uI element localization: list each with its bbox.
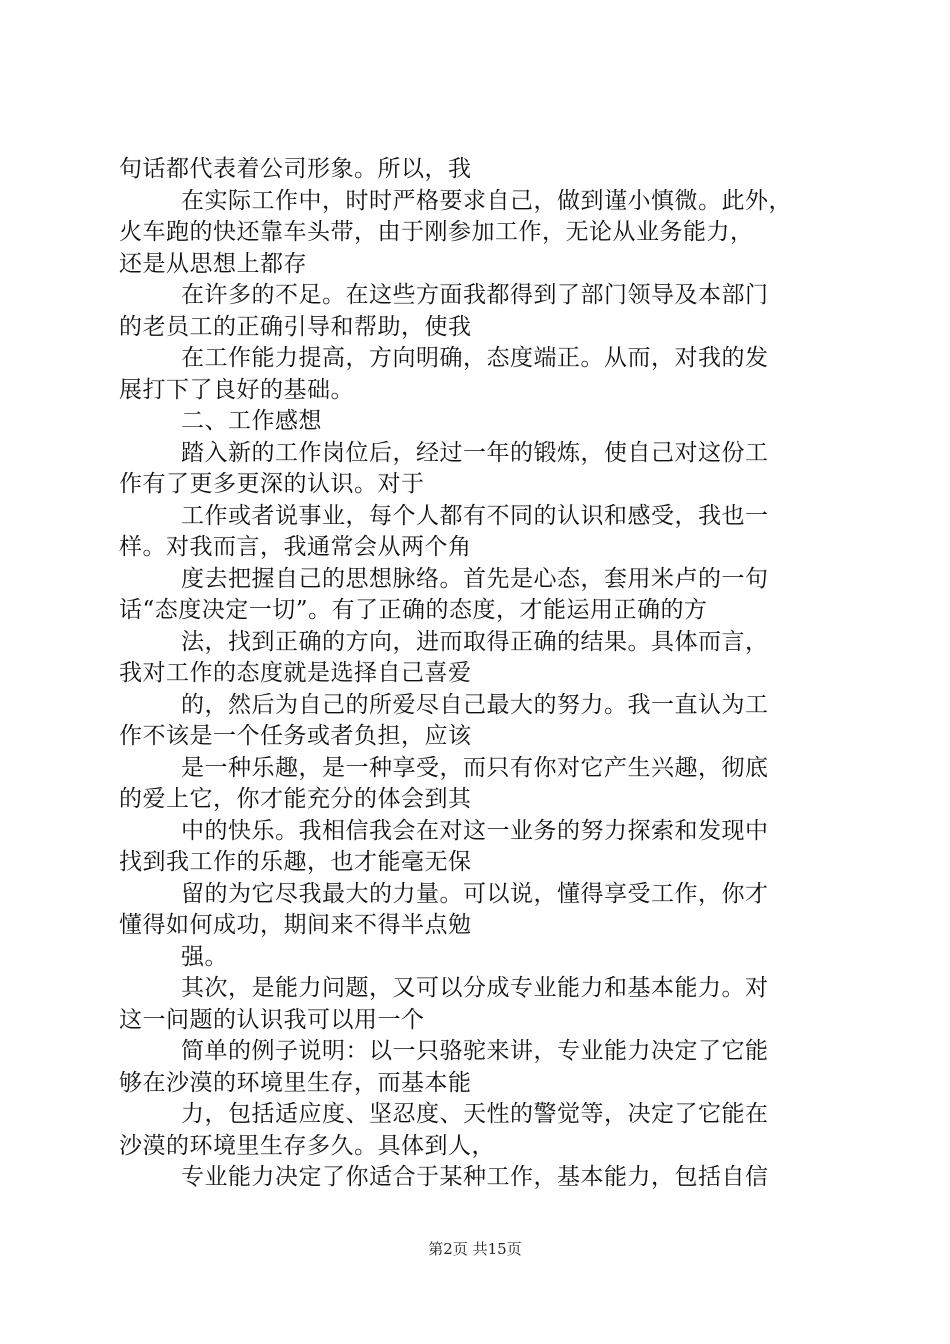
text-line: 留的为它尽我最大的力量。可以说，懂得享受工作，你才	[181, 880, 769, 907]
text-line: 句话都代表着公司形象。所以，我	[119, 156, 472, 182]
text-line: 火车跑的快还靠车头带，由于刚参加工作，无论从业务能力，	[119, 219, 754, 245]
text-line: 的，然后为自己的所爱尽自己最大的努力。我一直认为工	[181, 691, 769, 718]
text-line: 还是从思想上都存	[119, 250, 307, 277]
text-line: 作不该是一个任务或者负担，应该	[119, 723, 472, 749]
text-line: 这一问题的认识我可以用一个	[119, 1006, 425, 1033]
text-line: 工作或者说事业，每个人都有不同的认识和感受，我也一	[181, 502, 769, 529]
page-footer: 第2页 共15页	[428, 1240, 522, 1258]
text-line: 力，包括适应度、坚忍度、天性的警觉等，决定了它能在	[181, 1101, 769, 1127]
text-line: 二、工作感想	[181, 408, 322, 434]
document-body	[119, 154, 849, 1194]
text-line: 样。对我而言，我通常会从两个角	[119, 534, 472, 560]
text-line: 是一种乐趣，是一种享受，而只有你对它产生兴趣，彻底	[181, 754, 769, 781]
text-line: 在许多的不足。在这些方面我都得到了部门领导及本部门	[181, 282, 769, 308]
text-line: 作有了更多更深的认识。对于	[119, 471, 425, 497]
text-line: 展打下了良好的基础。	[119, 376, 354, 403]
text-line: 我对工作的态度就是选择自己喜爱	[119, 660, 472, 686]
text-line: 沙漠的环境里生存多久。具体到人，	[119, 1132, 495, 1159]
text-line: 在实际工作中，时时严格要求自己，做到谨小慎微。此外，	[181, 187, 792, 214]
text-line: 其次，是能力问题，又可以分成专业能力和基本能力。对	[181, 975, 769, 1001]
text-line: 找到我工作的乐趣，也才能毫无保	[119, 849, 472, 875]
text-line: 够在沙漠的环境里生存，而基本能	[119, 1069, 472, 1096]
text-line: 中的快乐。我相信我会在对这一业务的努力探索和发现中	[181, 817, 769, 844]
text-line: 强。	[181, 943, 228, 970]
text-line: 专业能力决定了你适合于某种工作，基本能力，包括自信	[181, 1164, 769, 1190]
text-line: 懂得如何成功，期间来不得半点勉	[119, 912, 472, 938]
text-line: 话“态度决定一切”。有了正确的态度，才能运用正确的方	[119, 597, 708, 623]
text-line: 踏入新的工作岗位后，经过一年的锻炼，使自己对这份工	[181, 439, 769, 466]
text-line: 法，找到正确的方向，进而取得正确的结果。具体而言，	[181, 628, 769, 655]
text-line: 的老员工的正确引导和帮助，使我	[119, 313, 472, 340]
text-line: 在工作能力提高，方向明确，态度端正。从而，对我的发	[181, 345, 769, 371]
text-line: 简单的例子说明：以一只骆驼来讲，专业能力决定了它能	[181, 1038, 769, 1064]
text-line: 的爱上它，你才能充分的体会到其	[119, 786, 472, 812]
text-line: 度去把握自己的思想脉络。首先是心态，套用米卢的一句	[181, 565, 769, 592]
